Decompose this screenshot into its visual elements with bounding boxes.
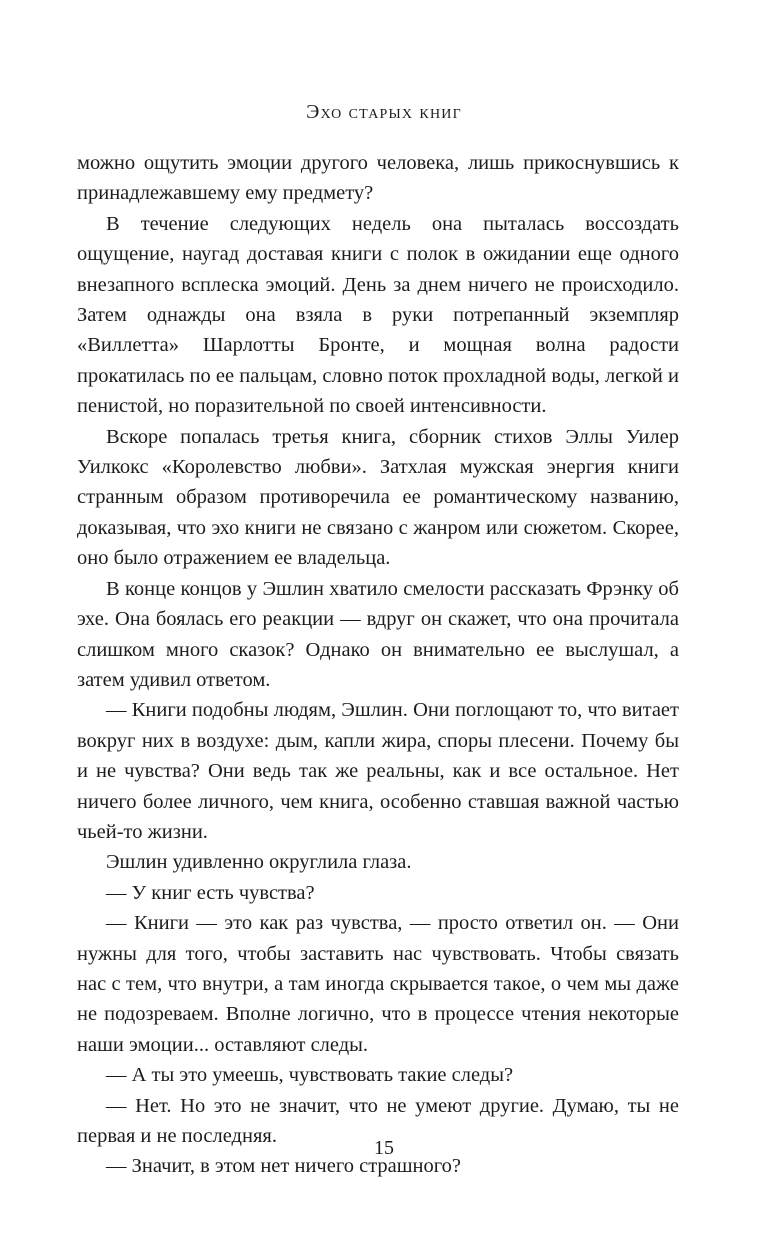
dialogue-line: — У книг есть чувства? xyxy=(106,881,315,904)
body-text xyxy=(77,148,679,1182)
dialogue-line: — Нет. Но это не значит, что не умеют другие. Думаю, ты не первая и не последняя. xyxy=(77,1094,679,1147)
dialogue-line: — А ты это умеешь, чувствовать такие следы? xyxy=(106,1064,514,1087)
paragraph-continuation: можно ощутить эмоции другого человека, лишь прикоснувшись к принадлежавшему ему предмету? xyxy=(77,152,679,205)
paragraph: В конце концов у Эшлин хватило смелости рассказать Фрэнку об эхе. Она боялась его реакции — вдруг он скажет, что она прочитала слишком много сказок? Однако он внимательно ее выслушал, а затем удивил ответом. xyxy=(77,577,679,691)
dialogue-line: — Книги — это как раз чувства, — просто ответил он. — Они нужны для того, чтобы заставить нас чувствовать. Чтобы связать нас с тем, что внутри, а там иногда скрывается такое, о чем мы даже не подозреваем. Вполне логично, что в процессе чтения некоторые наши эмоции... оставляют следы. xyxy=(77,912,679,1056)
dialogue-line: — Книги подобны людям, Эшлин. Они поглощают то, что витает вокруг них в воздухе: дым, капли жира, споры плесени. Почему бы и не чувства? Они ведь так же реальны, как и все остальное. Нет ничего более личного, чем книга, особенно ставшая важной частью чьей-то жизни. xyxy=(77,699,679,843)
paragraph: Эшлин удивленно округлила глаза. xyxy=(106,851,412,874)
dialogue-line: — Значит, в этом нет ничего страшного? xyxy=(106,1155,462,1178)
page-number: 15 xyxy=(374,1137,394,1159)
paragraph: В течение следующих недель она пыталась воссоздать ощущение, наугад доставая книги с полок в ожидании еще одного внезапного всплеска эмоций. День за днем ничего не происходило. Затем однажды она взяла в руки потрепанный экземпляр «Виллетта» Шарлотты Бронте, и мощная волна радости прокатилась по ее пальцам, словно поток прохладной воды, легкой и пенистой, но поразительной по своей интенсивности. xyxy=(77,212,679,418)
running-head: Эхо старых книг xyxy=(306,101,462,123)
paragraph: Вскоре попалась третья книга, сборник стихов Эллы Уилер Уилкокс «Королевство любви». Затхлая мужская энергия книги странным образом противоречила ее романтическому названию, доказывая, что эхо книги не связано с жанром или сюжетом. Скорее, оно было отражением ее владельца. xyxy=(77,425,679,570)
